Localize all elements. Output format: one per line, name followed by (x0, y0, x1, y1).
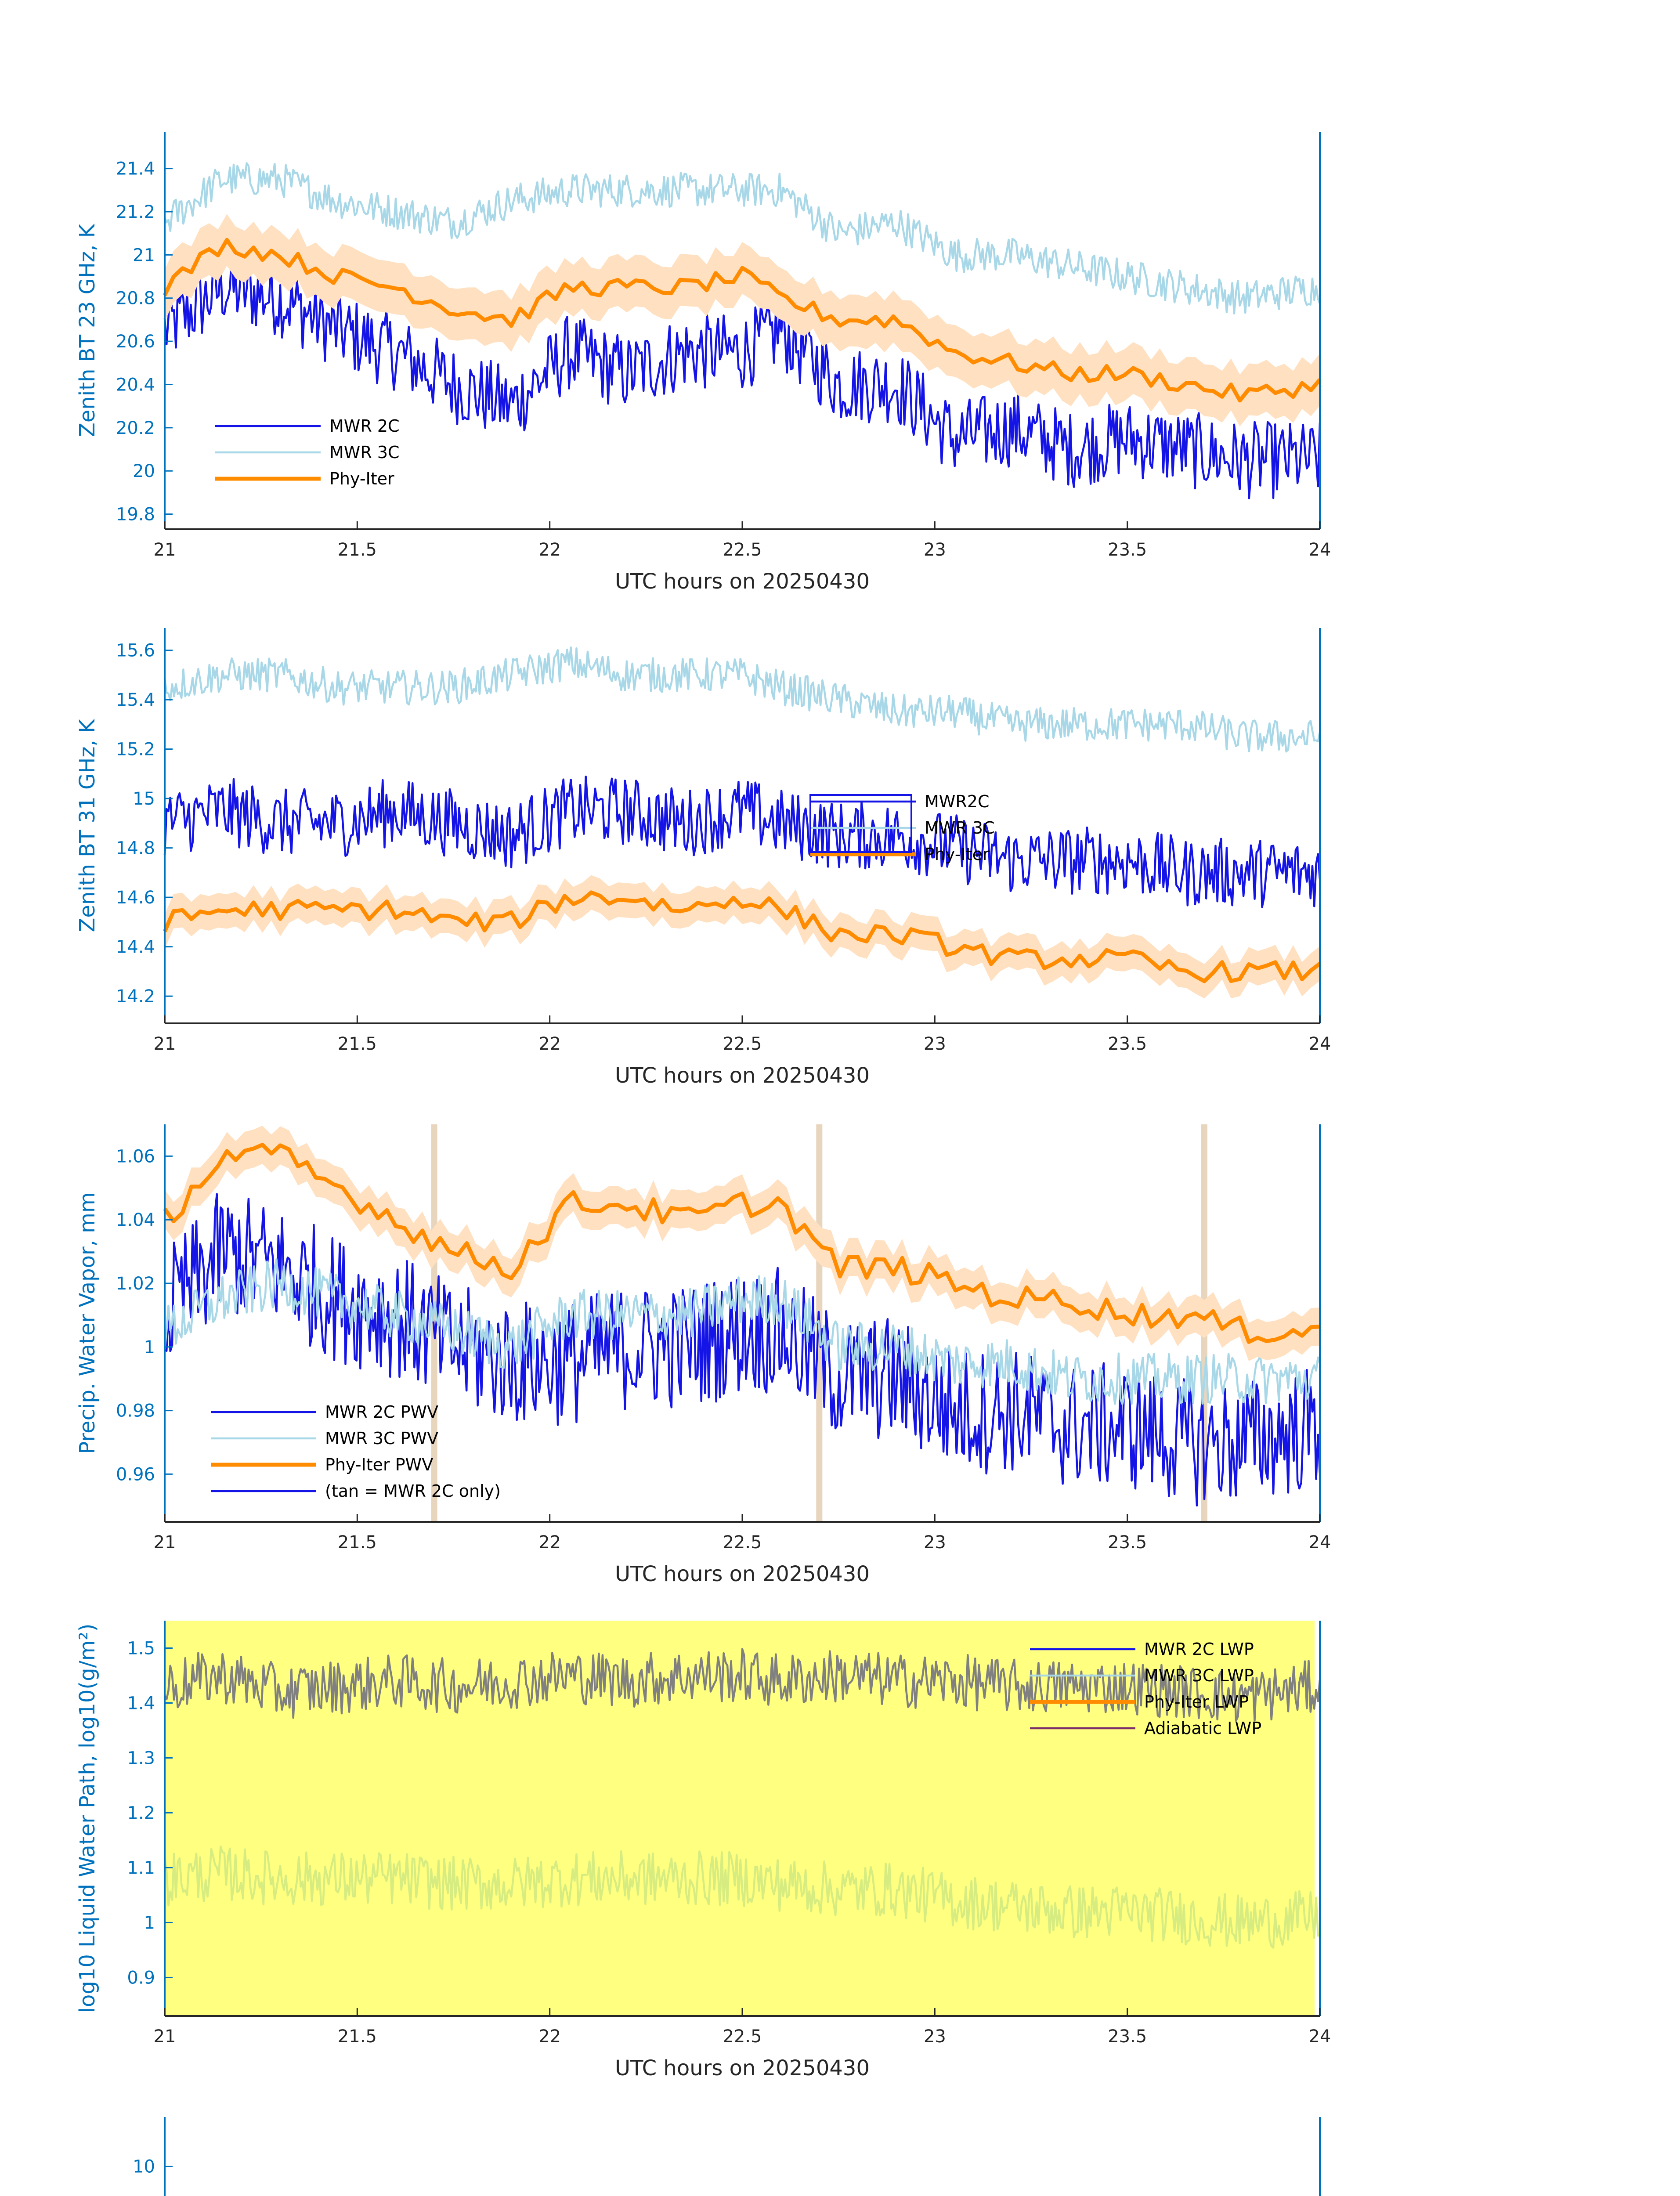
y-tick-label: 1 (144, 1337, 155, 1358)
legend-label: (tan = MWR 2C only) (325, 1481, 501, 1501)
x-tick-label: 23.5 (1108, 540, 1147, 560)
y-tick-label: 19.8 (116, 504, 155, 525)
y-tick-label: 21.2 (116, 202, 155, 222)
legend-label: MWR 2C LWP (1144, 1640, 1254, 1659)
x-axis-label: UTC hours on 20250430 (615, 569, 870, 594)
x-tick-label: 21.5 (337, 540, 377, 560)
x-tick-label: 22.5 (723, 1532, 762, 1553)
x-tick-label: 22.5 (723, 540, 762, 560)
legend-label: MWR 2C PWV (325, 1402, 439, 1422)
y-axis-label: Zenith BT 31 GHz, K (75, 719, 100, 932)
y-tick-label: 14.8 (116, 838, 155, 859)
x-axis-label: UTC hours on 20250430 (615, 1562, 870, 1586)
x-tick-label: 22 (538, 1532, 561, 1553)
y-tick-label: 15 (133, 789, 155, 809)
y-tick-label: 14.6 (116, 888, 155, 908)
x-tick-label: 23.5 (1108, 1532, 1147, 1553)
y-tick-label: 1.3 (127, 1748, 155, 1769)
y-tick-label: 1.02 (116, 1274, 155, 1294)
y-axis-label: log10 Liquid Water Path, log10(g/m²) (75, 1623, 100, 2013)
y-tick-label: 15.6 (116, 640, 155, 661)
x-tick-label: 21.5 (337, 1532, 377, 1553)
y-tick-label: 1 (144, 1913, 155, 1933)
x-tick-label: 22 (538, 540, 561, 560)
x-tick-label: 21 (153, 2026, 176, 2047)
x-tick-label: 24 (1308, 2026, 1331, 2047)
x-tick-label: 24 (1308, 1034, 1331, 1054)
legend-label: MWR 3C LWP (1144, 1666, 1254, 1685)
y-tick-label: 14.2 (116, 986, 155, 1007)
legend-label: Adiabatic LWP (1144, 1719, 1262, 1738)
x-tick-label: 21 (153, 1034, 176, 1054)
x-tick-label: 22.5 (723, 2026, 762, 2047)
legend-label: MWR 3C (925, 818, 995, 838)
y-tick-label: 20.8 (116, 288, 155, 309)
y-tick-label: 0.96 (116, 1464, 155, 1485)
x-tick-label: 23 (923, 540, 946, 560)
y-tick-label: 15.2 (116, 739, 155, 760)
x-tick-label: 23 (923, 2026, 946, 2047)
y-tick-label: 20.4 (116, 375, 155, 395)
x-tick-label: 24 (1308, 1532, 1331, 1553)
x-tick-label: 21 (153, 1532, 176, 1553)
y-tick-label: 21 (133, 245, 155, 266)
y-tick-label: 10 (133, 2156, 155, 2177)
y-tick-label: 20 (133, 461, 155, 482)
x-tick-label: 21.5 (337, 1034, 377, 1054)
y-tick-label: 15.4 (116, 690, 155, 711)
legend-label: MWR 3C PWV (325, 1429, 439, 1448)
legend-label: Phy-Iter (925, 845, 990, 864)
x-tick-label: 22.5 (723, 1034, 762, 1054)
y-tick-label: 1.04 (116, 1210, 155, 1231)
series-mwr2c-line (165, 777, 1320, 907)
y-tick-label: 1.2 (127, 1803, 155, 1824)
x-axis-label: UTC hours on 20250430 (615, 2056, 870, 2080)
x-axis-label: UTC hours on 20250430 (615, 1063, 870, 1088)
y-tick-label: 1.06 (116, 1146, 155, 1167)
y-tick-label: 1.1 (127, 1858, 155, 1878)
series-mwr-3c-line (165, 647, 1320, 751)
x-tick-label: 21 (153, 540, 176, 560)
y-tick-label: 0.98 (116, 1401, 155, 1421)
y-axis-label: Zenith BT 23 GHz, K (75, 224, 100, 437)
x-tick-label: 22 (538, 1034, 561, 1054)
x-tick-label: 23.5 (1108, 2026, 1147, 2047)
y-axis-label: Precip. Water Vapor, mm (75, 1192, 100, 1454)
y-tick-label: 0.9 (127, 1968, 155, 1988)
legend-label: MWR2C (925, 792, 990, 811)
y-tick-label: 20.6 (116, 332, 155, 352)
y-tick-label: 1.5 (127, 1638, 155, 1659)
legend-label: Phy-Iter (329, 469, 394, 488)
legend-label: MWR 3C (329, 443, 400, 462)
series-phy-iter-band (165, 875, 1320, 999)
x-tick-label: 23 (923, 1532, 946, 1553)
x-tick-label: 21.5 (337, 2026, 377, 2047)
legend-label: Phy-Iter PWV (325, 1455, 434, 1474)
legend-label: MWR 2C (329, 416, 400, 436)
y-tick-label: 21.4 (116, 159, 155, 179)
y-tick-label: 20.2 (116, 418, 155, 438)
x-tick-label: 24 (1308, 540, 1331, 560)
x-tick-label: 23 (923, 1034, 946, 1054)
y-tick-label: 1.4 (127, 1693, 155, 1714)
x-tick-label: 22 (538, 2026, 561, 2047)
legend-label: Phy-Iter LWP (1144, 1692, 1249, 1712)
x-tick-label: 23.5 (1108, 1034, 1147, 1054)
y-tick-label: 14.4 (116, 937, 155, 957)
